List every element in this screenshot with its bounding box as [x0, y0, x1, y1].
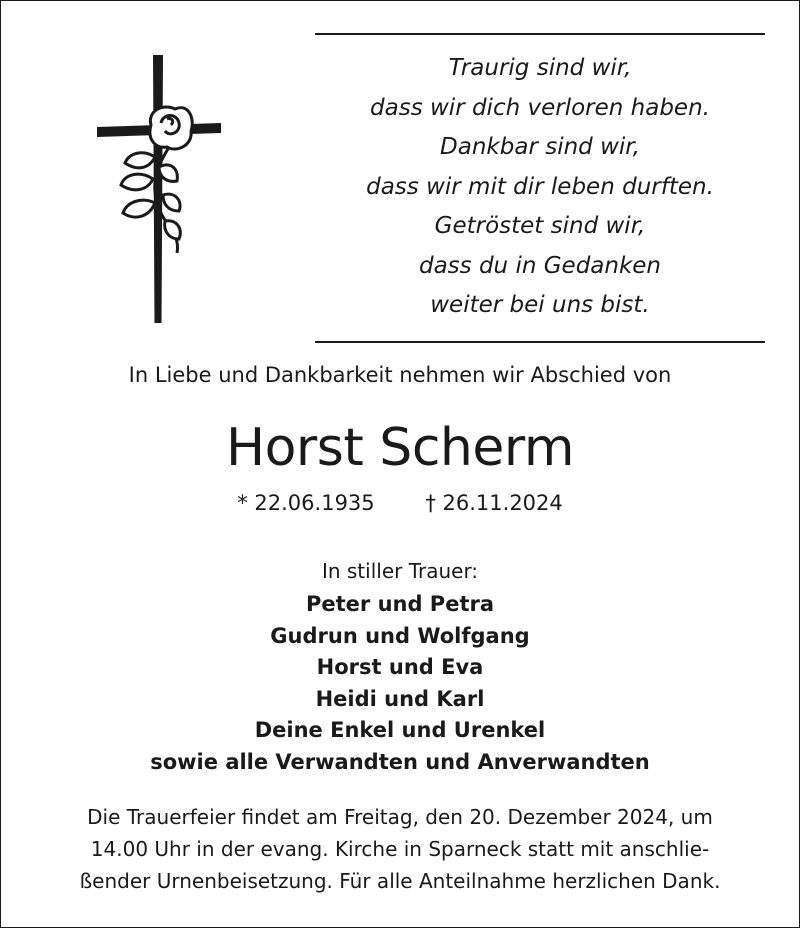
service-line: Die Trauerfeier findet am Freitag, den 20. Dezember 2024, um — [87, 805, 713, 829]
poem-line: dass wir dich verloren haben. — [370, 94, 710, 121]
mourner-entry: sowie alle Verwandten und Anverwandten — [150, 749, 650, 774]
mourners-list — [1, 589, 799, 778]
intro-text: In Liebe und Dankbarkeit nehmen wir Abschied von — [128, 363, 672, 387]
poem-line: Getröstet sind wir, — [434, 213, 646, 239]
service-line: 14.00 Uhr in der evang. Kirche in Sparneck statt mit anschlie- — [90, 837, 710, 861]
poem-line: dass du in Gedanken — [418, 252, 662, 279]
top-divider — [315, 33, 765, 35]
service-line: ßender Urnenbeisetzung. Für alle Anteilnahme herzlichen Dank. — [79, 869, 721, 893]
deceased-name: Horst Scherm — [226, 418, 574, 478]
poem-line: Traurig sind wir, — [448, 55, 632, 81]
poem-line: Dankbar sind wir, — [440, 134, 640, 160]
mourner-entry: Gudrun und Wolfgang — [270, 623, 530, 648]
poem-line: dass wir mit dir leben durften. — [366, 173, 714, 200]
mourning-label: In stiller Trauer: — [321, 559, 479, 583]
mourner-entry: Heidi und Karl — [315, 686, 485, 711]
cross-with-rose-icon — [93, 53, 225, 325]
mourner-entry: Horst und Eva — [316, 655, 484, 679]
mourner-entry: Deine Enkel und Urenkel — [254, 718, 546, 742]
poem-line: weiter bei uns bist. — [430, 292, 650, 318]
service-info — [31, 801, 769, 897]
life-dates — [1, 487, 799, 519]
bottom-divider — [315, 341, 765, 343]
birth-date: * 22.06.1935 — [237, 491, 375, 515]
mourner-entry: Peter und Petra — [305, 592, 495, 616]
death-date: † 26.11.2024 — [425, 491, 563, 515]
poem — [315, 49, 765, 326]
